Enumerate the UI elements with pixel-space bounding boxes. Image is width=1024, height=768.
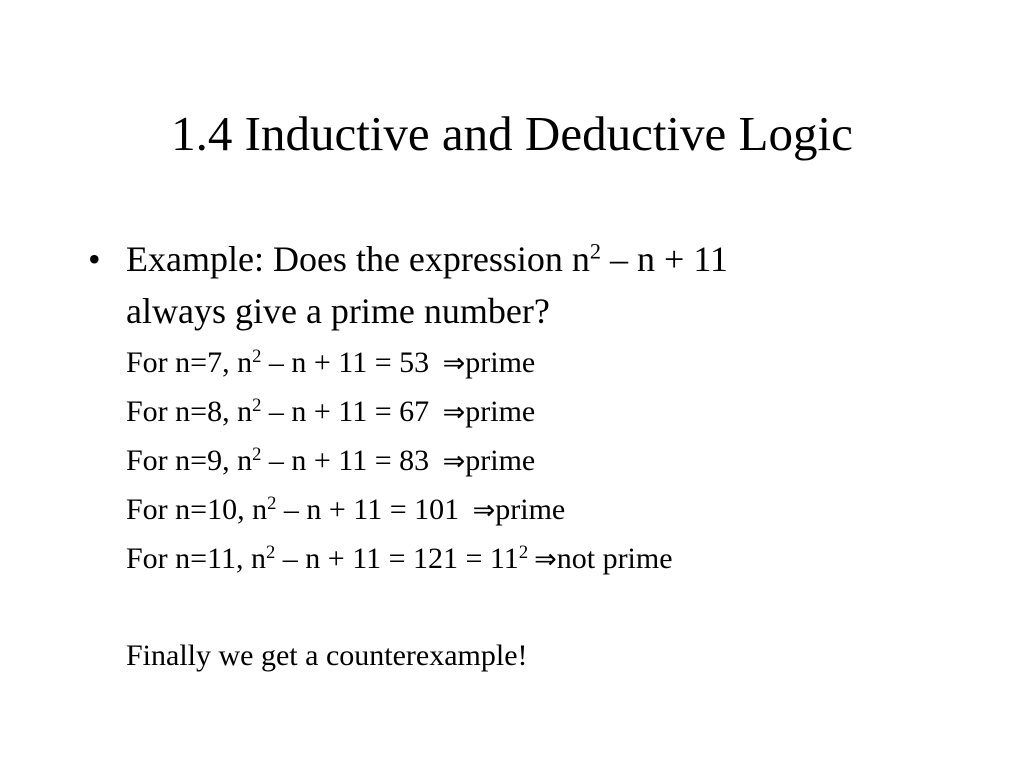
question-line-2: always give a prime number? xyxy=(126,291,550,331)
implies-icon: ⇒ xyxy=(442,446,466,477)
conclusion-text: Finally we get a counterexample! xyxy=(126,639,528,672)
implies-icon: ⇒ xyxy=(472,495,496,526)
implies-icon: ⇒ xyxy=(442,348,466,379)
slide-title: 1.4 Inductive and Deductive Logic xyxy=(171,106,853,161)
case-row: For n=9, $n^2 - n + 11 = 83$ ⇒prime xyxy=(126,443,536,477)
case-result: not prime xyxy=(556,542,673,575)
case-row: For n=8, $n^2 - n + 11 = 67$ ⇒prime xyxy=(126,394,536,428)
case-row: For n=10, $n^2 - n + 11 = 101$ ⇒prime xyxy=(126,492,566,526)
implies-icon: ⇒ xyxy=(534,544,557,575)
case-row: For n=11, $n^2 - n + 11 = 121 = 11^2$ ⇒not prime xyxy=(126,541,673,575)
case-result: prime xyxy=(465,395,536,428)
question-line-1: Example: Does the expression $n^2 - n + 11$ xyxy=(126,238,729,279)
case-result: prime xyxy=(495,493,566,526)
implies-icon: ⇒ xyxy=(442,397,466,428)
case-result: prime xyxy=(465,346,536,379)
exponent: 2 xyxy=(589,238,602,264)
bullet-body xyxy=(126,233,986,680)
example-question xyxy=(126,233,986,337)
bullet-icon: • xyxy=(88,239,101,279)
case-row: For n=7, $n^2 - n + 11 = 53$ ⇒prime xyxy=(126,345,536,379)
case-result: prime xyxy=(465,444,536,477)
case-list xyxy=(126,339,986,584)
